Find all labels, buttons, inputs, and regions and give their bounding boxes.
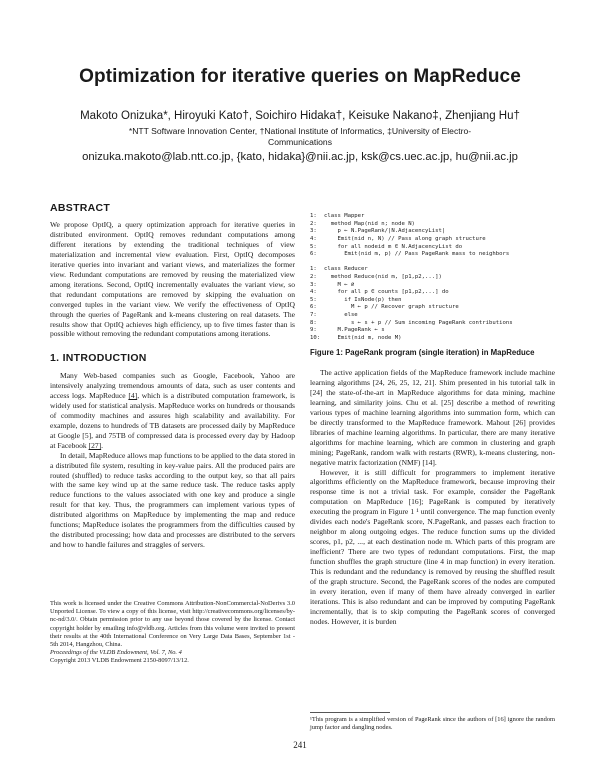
intro-paragraph-2: In detail, MapReduce allows map functions to be applied to the data stored in a distributed file system, resulting in key-value pairs. All the produced pairs are routed (shuffled) to reduce tasks according to the output key, so that all pairs with the same key wind up at the same reduce task. The reduce tasks apply reduce functions to the values associated with one key and produce a single result for that key. Thus, the programmers can implement various types of distributed algorithms on MapReduce by implementing the map and reduce functions; MapReduce isolates the programmers from the difficulties caused by the distributed processing; how data and processes are distributed to the servers and how to handle failures and straggles of servers. bbox=[50, 450, 295, 550]
abstract-body bbox=[50, 220, 295, 339]
code-line bbox=[310, 251, 555, 259]
code-line-text: for all p ∈ counts [p1,p2,...] do bbox=[324, 289, 449, 296]
copyright-line: Copyright 2013 VLDB Endowment 2150-8097/13/12. bbox=[50, 657, 189, 665]
code-line bbox=[310, 304, 555, 312]
introduction-body bbox=[50, 371, 295, 550]
code-line-text: Emit(nid m, node M) bbox=[324, 334, 402, 341]
code-line-number: 4: bbox=[310, 289, 317, 296]
code-line-number: 3: bbox=[310, 228, 317, 235]
code-line bbox=[310, 221, 555, 229]
code-line-number: 5: bbox=[310, 296, 317, 303]
code-line-text: else bbox=[324, 311, 358, 318]
paper-title: Optimization for iterative queries on MapReduce bbox=[79, 66, 521, 87]
code-line-number: 5: bbox=[310, 243, 317, 250]
code-line bbox=[310, 320, 555, 328]
code-line-number: 6: bbox=[310, 304, 317, 311]
citation-link-27[interactable]: [27] bbox=[88, 440, 102, 450]
code-line bbox=[310, 244, 555, 252]
code-line-text: Emit(nid n, N) // Pass along graph structure bbox=[324, 235, 486, 242]
license-text: This work is licensed under the Creative Commons Attribution-NonCommercial-NoDerivs 3.0 Unported License. To view a copy of this license, visit http://creativecommons.org/licenses/by-nc-nd/3.0/. Obtain permission prior to any use beyond those covered by the license. Contact copyright holder by emailing info@vldb.org. Articles from this volume were invited to present their results at the 40th International Conference on Very Large Data Bases, September 1st - 5th 2014, Hangzhou, China. bbox=[50, 600, 295, 649]
introduction-heading: 1. INTRODUCTION bbox=[50, 352, 147, 364]
code-line-number: 3: bbox=[310, 281, 317, 288]
citation-link-4[interactable]: [4] bbox=[128, 390, 138, 400]
code-line-number: 7: bbox=[310, 311, 317, 318]
page-number: 241 bbox=[293, 740, 307, 750]
code-line bbox=[310, 274, 555, 282]
code-line-number: 2: bbox=[310, 273, 317, 280]
code-line-text: if IsNode(p) then bbox=[324, 296, 402, 303]
code-line bbox=[310, 335, 555, 343]
code-line bbox=[310, 213, 555, 221]
license-block bbox=[50, 600, 295, 666]
right-paragraph-1: The active application fields of the MapReduce framework include machine learning algorithms [24, 26, 25, 12, 21]. Shim presented in his tutorial talk in [24] the state-of-the-art in MapReduce algorithms for data mining, machine learning, and similarity joins. Chu et al. [25] describe a method of rewriting various types of machine learning algorithms into summation form, which can be directly transformed to the MapReduce framework. Mahout [26] provides libraries of machine learning algorithms. In particular, there are many iterative algorithms for machine learning, which are common in clustering and graph mining; PageRank, random walk with restarts (RWR), k-means clustering, non-negative matrix factorization (NMF) [14]. bbox=[310, 368, 555, 467]
footnote-1: ¹This program is a simplified version of PageRank since the authors of [16] ignore the random jump factor and dangling nodes. bbox=[310, 716, 555, 732]
intro-paragraph-1 bbox=[50, 371, 295, 451]
code-line bbox=[310, 297, 555, 305]
code-line-text: M.PageRank ← s bbox=[324, 327, 385, 334]
intro-p1-text-c: . bbox=[101, 440, 104, 450]
code-line-text: M ← p // Recover graph structure bbox=[324, 304, 459, 311]
right-paragraph-2: However, it is still difficult for programmers to implement iterative algorithms efficiently on the MapReduce framework, because improving their response time is not a trivial task. For example, consider the PageRank computation on MapReduce [16]; PageRank is computed by iteratively executing the program in Figure 1 ¹ until convergence. The map function evenly divides each node's PageRank score, N.PageRank, and passes each fraction to neighbor m along outgoing edges. The reduce function sums up the divided scores, p1, p2, ..., at each destination node m. Which parts of this program are inefficient? There are two types of redundant computations. First, the map function shuffles the graph structure (line 4 in map function) in every iteration. This is redundant and the redundancy is removed by reusing the shuffled result of the graph structure. Second, the PageRank scores of the nodes are computed in every iteration, even if many of them have already converged in earlier iterations. This is also redundant and can be improved by computing PageRank incrementally, that is to skip computing the PageRank scores of converged nodes. However, it is burden bbox=[310, 467, 555, 626]
code-line bbox=[310, 228, 555, 236]
code-line-number: 2: bbox=[310, 220, 317, 227]
intro-p1-text-a: Many Web-based companies such as Google, Facebook, Yahoo are intensively analyzing tremendous amounts of data, such as user contents and access logs. MapReduce bbox=[50, 371, 295, 400]
figure-1-caption: Figure 1: PageRank program (single iteration) in MapReduce bbox=[310, 348, 535, 357]
code-line bbox=[310, 282, 555, 290]
code-line bbox=[310, 266, 555, 274]
code-line-text: M ← ∅ bbox=[324, 281, 355, 288]
code-line bbox=[310, 312, 555, 320]
introduction-section bbox=[50, 352, 295, 550]
abstract-text: We propose OptIQ, a query optimization approach for iterative queries in distributed environment. OptIQ removes redundant computations among different iterations by extending the traditional techniques of view materialization and incremental view evaluation. First, OptIQ decomposes iterative queries into invariant and variant views, and materializes the former view. Redundant computations are removed by reusing the materialized view among iterations. Second, OptIQ incrementally evaluates the variant view, so that redundant computations are removed by skipping the evaluation on converged tuples in the variant view. We verify the effectiveness of OptIQ through the queries of PageRank and k-means clustering on real datasets. The results show that OptIQ achieves high efficiency, up to five times faster than is possible without removing the redundant computations among iterations. bbox=[50, 220, 295, 339]
code-line-number: 1: bbox=[310, 213, 317, 220]
code-line-number: 1: bbox=[310, 266, 317, 273]
code-line-number: 6: bbox=[310, 251, 317, 258]
code-line-number: 4: bbox=[310, 235, 317, 242]
code-line-text bbox=[324, 259, 327, 265]
author-list: Makoto Onizuka*, Hiroyuki Kato†, Soichiro Hidaka†, Keisuke Nakano‡, Zhenjiang Hu† bbox=[80, 110, 520, 122]
footnote-divider bbox=[310, 712, 390, 713]
code-line-text: p ← N.PageRank/|N.AdjacencyList| bbox=[324, 228, 446, 235]
abstract-section bbox=[50, 202, 295, 339]
affiliations: *NTT Software Innovation Center, †National Institute of Informatics, ‡University of Electro-Communications bbox=[128, 126, 472, 147]
code-line-text: s ← s + p // Sum incoming PageRank contributions bbox=[324, 319, 513, 326]
code-line-text: method Map(nid n; node N) bbox=[324, 220, 415, 227]
code-line-text: class Reducer bbox=[324, 266, 368, 273]
intro-p1-text-b: , which is a distributed computation framework, is widely used for statistical analysis. MapReduce works on hundreds or thousands of commodity machines and assures high scalability and availability. For example, dozens to hundreds of TB datasets are processed daily by MapReduce at Google [5], and 75TB of compressed data is processed every day by Hadoop at Facebook bbox=[50, 390, 295, 450]
code-line-number: 10: bbox=[310, 334, 321, 341]
code-line bbox=[310, 259, 555, 267]
proceedings-line: Proceedings of the VLDB Endowment, Vol. 7, No. 4 bbox=[50, 649, 182, 657]
abstract-heading: ABSTRACT bbox=[50, 202, 111, 214]
code-line-text: class Mapper bbox=[324, 213, 365, 220]
code-line bbox=[310, 236, 555, 244]
code-line bbox=[310, 289, 555, 297]
code-line-text: method Reduce(nid m, [p1,p2,...]) bbox=[324, 273, 442, 280]
pagerank-code-listing bbox=[310, 198, 555, 350]
code-line-text: for all nodeid m ∈ N.AdjacencyList do bbox=[324, 243, 463, 250]
code-line-text: Emit(nid m, p) // Pass PageRank mass to neighbors bbox=[324, 251, 510, 258]
code-line-number: 8: bbox=[310, 319, 317, 326]
code-line bbox=[310, 327, 555, 335]
author-emails: onizuka.makoto@lab.ntt.co.jp, {kato, hidaka}@nii.ac.jp, ksk@cs.uec.ac.jp, hu@nii.ac.jp bbox=[82, 151, 518, 163]
right-column-body bbox=[310, 368, 555, 627]
code-line-number: 9: bbox=[310, 327, 317, 334]
